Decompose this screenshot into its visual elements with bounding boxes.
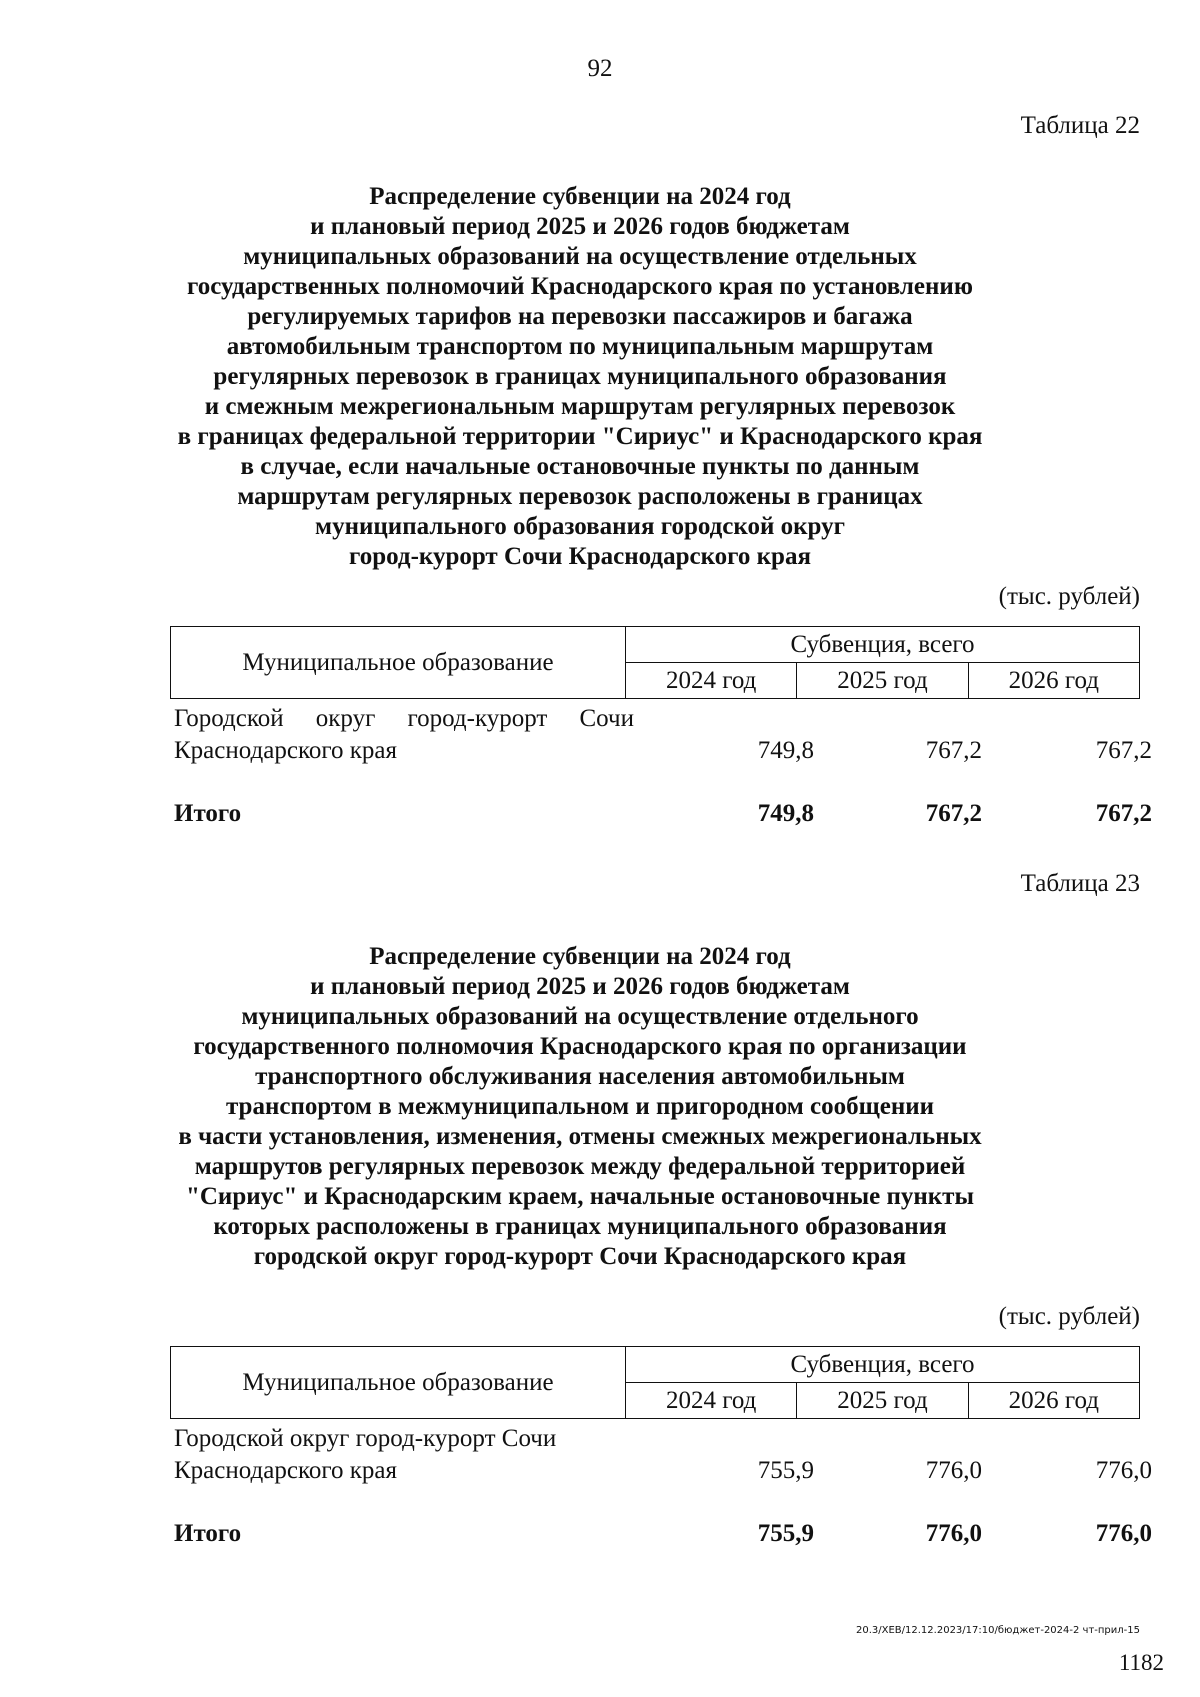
total-value-2026: 776,0 <box>1095 1520 1152 1547</box>
title-line: "Сириус" и Краснодарским краем, начальные остановочные пункты <box>185 1183 974 1210</box>
title-line: и плановый период 2025 и 2026 годов бюджетам <box>310 973 850 1000</box>
row-value-2025: 776,0 <box>925 1457 982 1484</box>
row-name-line1: Городской округ город-курорт Сочи <box>174 1425 557 1452</box>
title-line: автомобильным транспортом по муниципальным маршрутам <box>226 333 934 360</box>
title-line: Распределение субвенции на 2024 год <box>369 943 791 970</box>
row-municipality-name <box>174 703 634 767</box>
header-year-2025: 2025 год <box>797 663 968 699</box>
header-subvention-total: Субвенция, всего <box>626 627 1140 663</box>
title-line: муниципального образования городской округ <box>315 513 845 540</box>
header-year-2025: 2025 год <box>797 1383 968 1419</box>
title-line: в случае, если начальные остановочные пункты по данным <box>240 453 920 480</box>
row-name-line1: Городской округ город-курорт Сочи <box>174 705 634 732</box>
table-22-data-row <box>170 703 1152 773</box>
table-23-title <box>150 942 1010 1272</box>
row-value-2024: 755,9 <box>757 1457 814 1484</box>
total-value-2024: 755,9 <box>757 1520 814 1547</box>
title-line: которых расположены в границах муниципального образования <box>213 1213 947 1240</box>
title-line: городской округ город-курорт Сочи Краснодарского края <box>253 1243 907 1270</box>
row-municipality-name <box>174 1423 634 1487</box>
total-value-2026: 767,2 <box>1095 800 1152 827</box>
header-subvention-total: Субвенция, всего <box>626 1347 1140 1383</box>
table-23-unit: (тыс. рублей) <box>998 1303 1140 1330</box>
title-line: в границах федеральной территории "Сириус" и Краснодарского края <box>177 423 983 450</box>
header-year-2024: 2024 год <box>626 663 797 699</box>
table-22-header <box>170 626 1140 699</box>
row-name-line2: Краснодарского края <box>174 1457 397 1484</box>
title-line: и плановый период 2025 и 2026 годов бюджетам <box>310 213 850 240</box>
title-line: в части установления, изменения, отмены смежных межрегиональных <box>178 1123 982 1150</box>
row-value-2026: 767,2 <box>1095 737 1152 764</box>
table-22-title <box>150 182 1010 572</box>
title-line: транспортом в межмуниципальном и пригородном сообщении <box>225 1093 935 1120</box>
title-line: муниципальных образований на осуществление отдельного <box>241 1003 919 1030</box>
title-line: регулярных перевозок в границах муниципального образования <box>213 363 947 390</box>
table-23-total-row <box>170 1518 1152 1552</box>
row-value-2026: 776,0 <box>1095 1457 1152 1484</box>
sheet-number: 1182 <box>1118 1650 1164 1675</box>
table-22-unit: (тыс. рублей) <box>998 583 1140 610</box>
total-value-2024: 749,8 <box>757 800 814 827</box>
header-municipality: Муниципальное образование <box>171 627 626 699</box>
title-line: государственных полномочий Краснодарского края по установлению <box>187 273 973 300</box>
header-year-2024: 2024 год <box>626 1383 797 1419</box>
table-23-header <box>170 1346 1140 1419</box>
title-line: транспортного обслуживания населения автомобильным <box>255 1063 905 1090</box>
total-value-2025: 776,0 <box>925 1520 982 1547</box>
title-line: маршрутам регулярных перевозок расположены в границах <box>237 483 923 510</box>
total-value-2025: 767,2 <box>925 800 982 827</box>
total-label: Итого <box>174 800 242 827</box>
table-23-data-row <box>170 1423 1152 1493</box>
title-line: маршрутов регулярных перевозок между федеральной территорией <box>194 1153 966 1180</box>
page-number: 92 <box>587 55 613 82</box>
title-line: государственного полномочия Краснодарского края по организации <box>193 1033 967 1060</box>
total-label: Итого <box>174 1520 242 1547</box>
header-year-2026: 2026 год <box>968 1383 1139 1419</box>
header-year-2026: 2026 год <box>968 663 1139 699</box>
title-line: муниципальных образований на осуществление отдельных <box>243 243 917 270</box>
row-value-2025: 767,2 <box>925 737 982 764</box>
header-municipality: Муниципальное образование <box>171 1347 626 1419</box>
document-code: 20.3/XEB/12.12.2023/17:10/бюджет-2024-2 чт-прил-15 <box>856 1625 1140 1636</box>
title-line: Распределение субвенции на 2024 год <box>369 183 791 210</box>
table-22-label: Таблица 22 <box>1020 112 1140 139</box>
table-22-total-row <box>170 798 1152 832</box>
title-line: город-курорт Сочи Краснодарского края <box>349 543 811 570</box>
table-23-label: Таблица 23 <box>1020 870 1140 897</box>
row-value-2024: 749,8 <box>757 737 814 764</box>
row-name-line2: Краснодарского края <box>174 737 397 764</box>
title-line: и смежным межрегиональным маршрутам регулярных перевозок <box>204 393 956 420</box>
title-line: регулируемых тарифов на перевозки пассажиров и багажа <box>247 303 913 330</box>
